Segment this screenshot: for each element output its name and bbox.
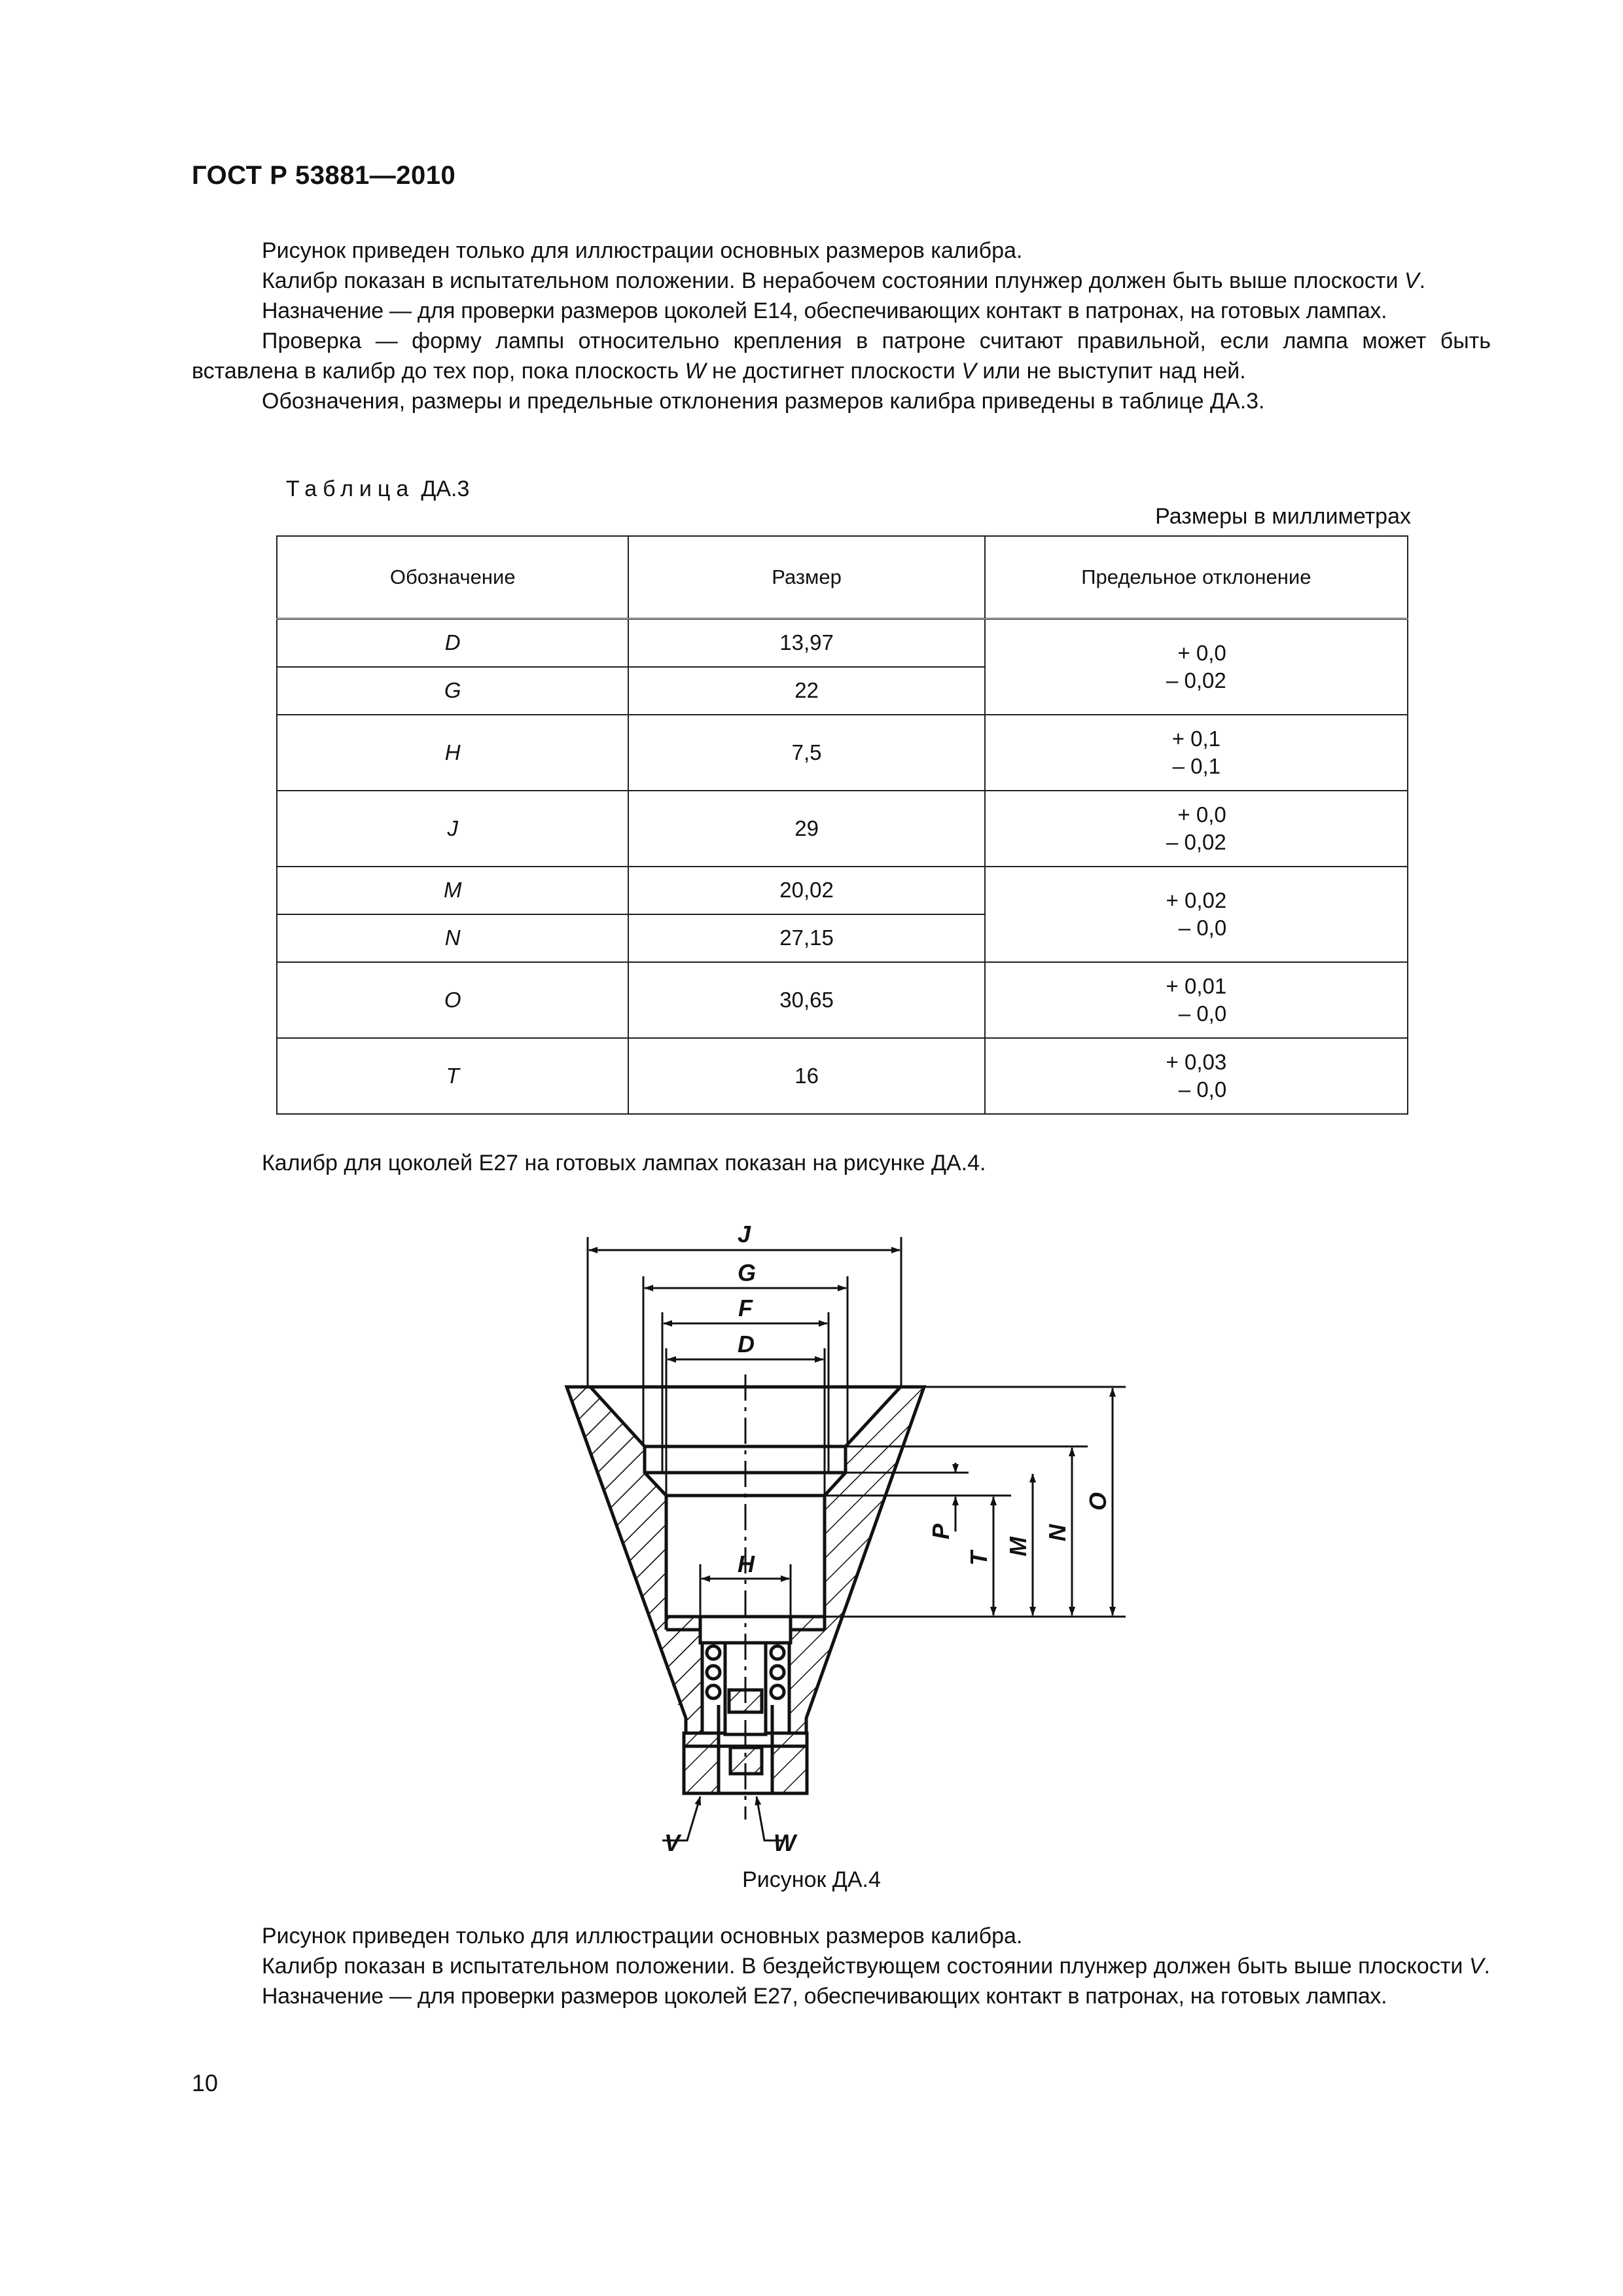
- cell-tolerance: + 0,01 – 0,0: [985, 962, 1408, 1038]
- cell-size: 30,65: [628, 962, 984, 1038]
- label-D: D: [738, 1331, 755, 1357]
- label-O: O: [1084, 1492, 1111, 1511]
- label-H: H: [738, 1551, 755, 1577]
- cell-tolerance: + 0,02 – 0,0: [985, 867, 1408, 962]
- label-P: P: [927, 1523, 954, 1539]
- table-units-note: Размеры в миллиметрах: [1155, 504, 1411, 529]
- cell-size: 22: [628, 667, 984, 715]
- intro-paragraph-5: Обозначения, размеры и предельные отклонения размеров калибра приведены в таблице ДА.3.: [262, 389, 1265, 414]
- intro-paragraph-3: Назначение — для проверки размеров цоколей Е14, обеспечивающих контакт в патронах, на готовых лампах.: [262, 298, 1387, 323]
- figure-caption: Рисунок ДА.4: [742, 1867, 881, 1892]
- outro-paragraph-3: Назначение — для проверки размеров цоколей Е27, обеспечивающих контакт в патронах, на готовых лампах.: [262, 1984, 1387, 2009]
- label-T: T: [965, 1551, 992, 1566]
- cell-size: 13,97: [628, 619, 984, 667]
- cell-tolerance: + 0,0 – 0,02: [985, 791, 1408, 867]
- label-F: F: [738, 1295, 753, 1321]
- intro-paragraph-2: Калибр показан в испытательном положении. В нерабочем состоянии плунжер должен быть выше плоскости V.: [262, 268, 1426, 293]
- cell-symbol: H: [277, 715, 628, 791]
- cell-size: 20,02: [628, 867, 984, 914]
- cell-size: 27,15: [628, 914, 984, 962]
- label-V: V: [664, 1829, 681, 1856]
- outro-paragraph-2: Калибр показан в испытательном положении. В бездействующем состоянии плунжер должен быть выше плоскости V.: [262, 1954, 1490, 1979]
- label-N: N: [1044, 1524, 1071, 1541]
- cell-symbol: O: [277, 962, 628, 1038]
- cell-symbol: M: [277, 867, 628, 914]
- column-header-symbol: Обозначение: [277, 536, 628, 619]
- outro-paragraph-1: Рисунок приведен только для иллюстрации основных размеров калибра.: [262, 1924, 1023, 1948]
- outro-text: [192, 1921, 1491, 2011]
- cell-tolerance: + 0,03 – 0,0: [985, 1038, 1408, 1114]
- page-number: 10: [192, 2070, 219, 2096]
- cell-tolerance: + 0,0 – 0,02: [985, 619, 1408, 715]
- column-header-size: Размер: [628, 536, 984, 619]
- intro-paragraph-4: Проверка — форму лампы относительно крепления в патроне считают правильной, если лампа может быть вставлена в калибр до тех пор, пока плоскость W не достигнет плоскости V или не выступит над ней.: [192, 329, 1491, 384]
- cell-size: 29: [628, 791, 984, 867]
- cell-symbol: N: [277, 914, 628, 962]
- cell-symbol: T: [277, 1038, 628, 1114]
- label-J: J: [738, 1221, 751, 1247]
- cell-size: 16: [628, 1038, 984, 1114]
- plane-leaders: [662, 1797, 782, 1840]
- intro-paragraph-1: Рисунок приведен только для иллюстрации основных размеров калибра.: [262, 238, 1023, 263]
- cell-symbol: J: [277, 791, 628, 867]
- table-caption: Таблица ДА.3: [286, 476, 470, 501]
- cell-tolerance: + 0,1 – 0,1: [985, 715, 1408, 791]
- label-M: M: [1005, 1537, 1031, 1556]
- cell-symbol: G: [277, 667, 628, 715]
- column-header-tolerance: Предельное отклонение: [985, 536, 1408, 619]
- figure-intro-paragraph: Калибр для цоколей Е27 на готовых лампах показан на рисунке ДА.4.: [262, 1151, 986, 1175]
- document-header: ГОСТ Р 53881—2010: [192, 161, 456, 190]
- cell-symbol: D: [277, 619, 628, 667]
- label-W: W: [774, 1829, 796, 1856]
- label-G: G: [738, 1259, 757, 1286]
- cell-size: 7,5: [628, 715, 984, 791]
